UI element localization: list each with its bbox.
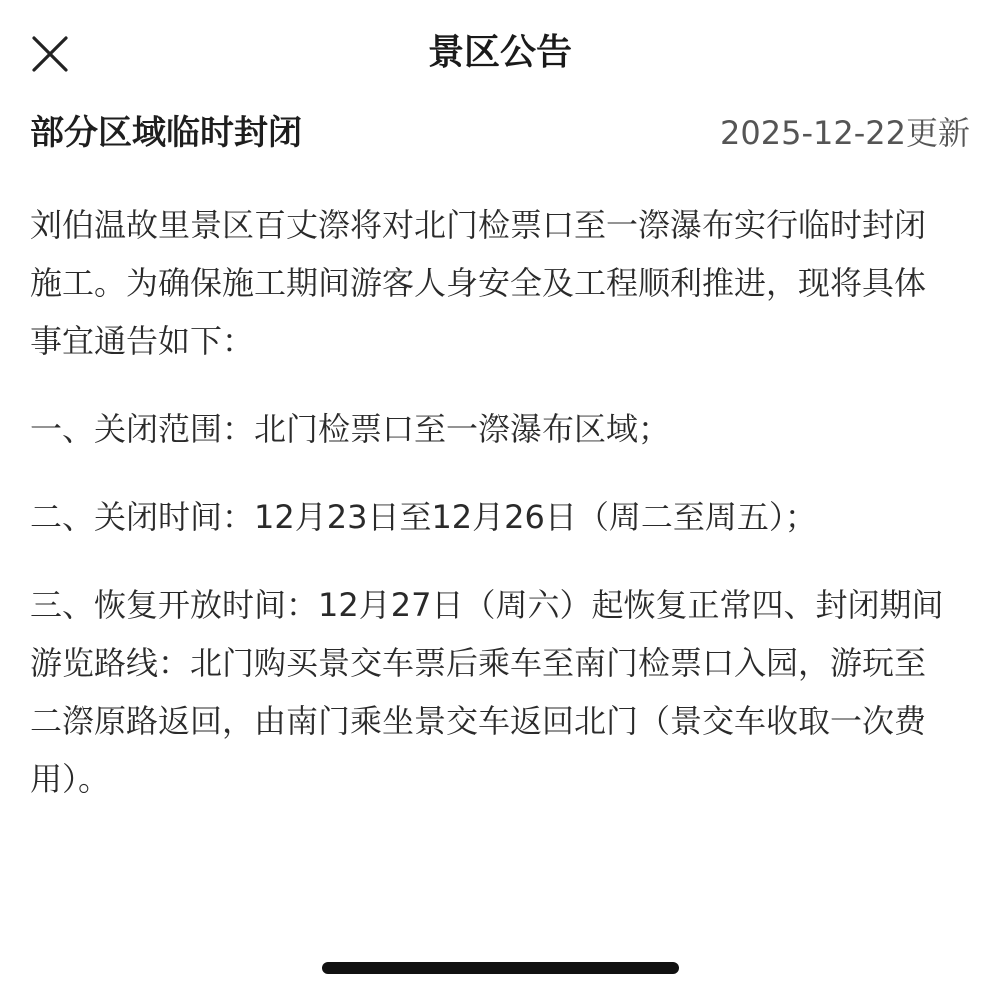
notice-item-time: 二、关闭时间：12月23日至12月26日（周二至周五）； [30, 498, 817, 536]
notice-item-scope: 一、关闭范围：北门检票口至一漈瀑布区域； [30, 410, 671, 448]
notice-item-reopen: 三、恢复开放时间：12月27日（周六）起恢复正常四、封闭期间游览路线：北门购买景交车票后乘车至南门检票口入园，游玩至二漈原路返回，由南门乘坐景交车返回北门（景交车收取一次费用）。 [30, 586, 944, 798]
home-indicator[interactable] [322, 962, 679, 974]
notice-intro: 刘伯温故里景区百丈漈将对北门检票口至一漈瀑布实行临时封闭施工。为确保施工期间游客人身安全及工程顺利推进，现将具体事宜通告如下： [30, 206, 927, 360]
notice-header [30, 108, 970, 158]
nav-bar [0, 0, 1000, 100]
notice-body [30, 196, 945, 808]
notice-title: 部分区域临时封闭 [30, 113, 302, 153]
page-title: 景区公告 [427, 32, 572, 73]
notice-date: 2025-12-22更新 [720, 114, 970, 152]
